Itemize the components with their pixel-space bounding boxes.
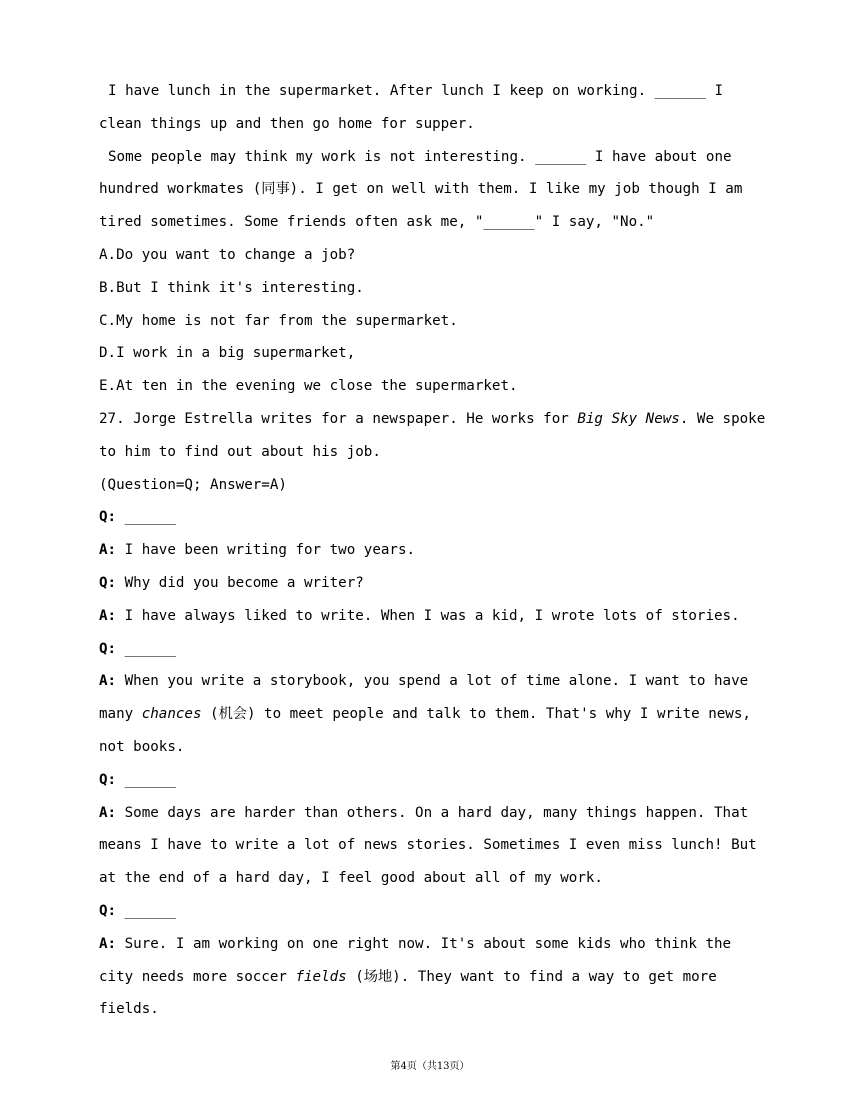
answer-line: at the end of a hard day, I feel good about all of my work. <box>99 870 603 887</box>
a-label: A: <box>99 607 117 624</box>
answer-blank: ______ <box>124 640 176 657</box>
passage-line: tired sometimes. Some friends often ask me, "______" I say, "No." <box>99 214 655 231</box>
passage-line: I have lunch in the supermarket. After lunch I keep on working. ______ I <box>108 83 723 99</box>
question-blank <box>99 764 761 797</box>
answer-line <box>99 600 761 633</box>
question-text: Why did you become a writer? <box>124 574 364 591</box>
answer-text: many <box>99 706 142 723</box>
question-27-intro: to him to find out about his job. <box>99 443 381 460</box>
answer-text: I have been writing for two years. <box>124 542 416 559</box>
a-label: A: <box>99 542 117 559</box>
answer-blank: ______ <box>124 771 176 788</box>
answer-line <box>99 928 761 961</box>
answer-line: fields. <box>99 1001 159 1018</box>
document-body <box>99 75 766 1026</box>
a-label: A: <box>99 804 117 821</box>
question-27-intro <box>99 403 766 436</box>
answer-blank: ______ <box>124 509 176 526</box>
answer-text: (场地). They want to find a way to get more <box>346 968 717 985</box>
answer-line <box>99 961 761 994</box>
answer-line <box>99 534 761 567</box>
option-b: B.But I think it's interesting. <box>99 279 364 296</box>
answer-text: Sure. I am working on one right now. It's about some kids who think the <box>124 935 732 952</box>
italic-word-chances: chances <box>141 706 202 723</box>
question-blank <box>99 633 761 666</box>
answer-line: not books. <box>99 738 185 755</box>
option-a: A.Do you want to change a job? <box>99 246 356 263</box>
newspaper-name: Big Sky News <box>577 410 680 427</box>
answer-line <box>99 698 761 731</box>
answer-blank: ______ <box>124 902 176 919</box>
question-line <box>99 567 761 600</box>
answer-text: city needs more soccer <box>99 968 296 985</box>
passage-line: Some people may think my work is not interesting. ______ I have about one <box>108 148 732 165</box>
qa-legend: (Question=Q; Answer=A) <box>99 476 287 493</box>
question-blank <box>99 501 761 534</box>
q-label: Q: <box>99 640 117 657</box>
option-c: C.My home is not far from the supermarket. <box>99 312 458 329</box>
q-label: Q: <box>99 902 117 919</box>
q-label: Q: <box>99 509 117 526</box>
answer-line: means I have to write a lot of news stories. Sometimes I even miss lunch! But <box>99 837 757 854</box>
answer-text: When you write a storybook, you spend a lot of time alone. I want to have <box>124 673 749 690</box>
q-label: Q: <box>99 574 117 591</box>
answer-line <box>99 665 761 698</box>
answer-line <box>99 797 761 830</box>
answer-text: (机会) to meet people and talk to them. That's why I write news, <box>201 706 751 723</box>
q-label: Q: <box>99 771 117 788</box>
option-e: E.At ten in the evening we close the supermarket. <box>99 378 518 395</box>
passage-line: clean things up and then go home for supper. <box>99 115 475 132</box>
answer-text: I have always liked to write. When I was a kid, I wrote lots of stories. <box>124 607 740 624</box>
question-blank <box>99 895 761 928</box>
intro-text: 27. Jorge Estrella writes for a newspaper. He works for <box>99 410 578 427</box>
italic-word-fields: fields <box>295 968 347 985</box>
passage-line: hundred workmates (同事). I get on well with them. I like my job though I am <box>99 181 743 198</box>
page-number-footer: 第4页（共13页） <box>390 1061 470 1072</box>
a-label: A: <box>99 673 117 690</box>
a-label: A: <box>99 935 117 952</box>
answer-text: Some days are harder than others. On a hard day, many things happen. That <box>124 804 749 821</box>
intro-text: . We spoke <box>679 410 766 427</box>
option-d: D.I work in a big supermarket, <box>99 345 356 362</box>
